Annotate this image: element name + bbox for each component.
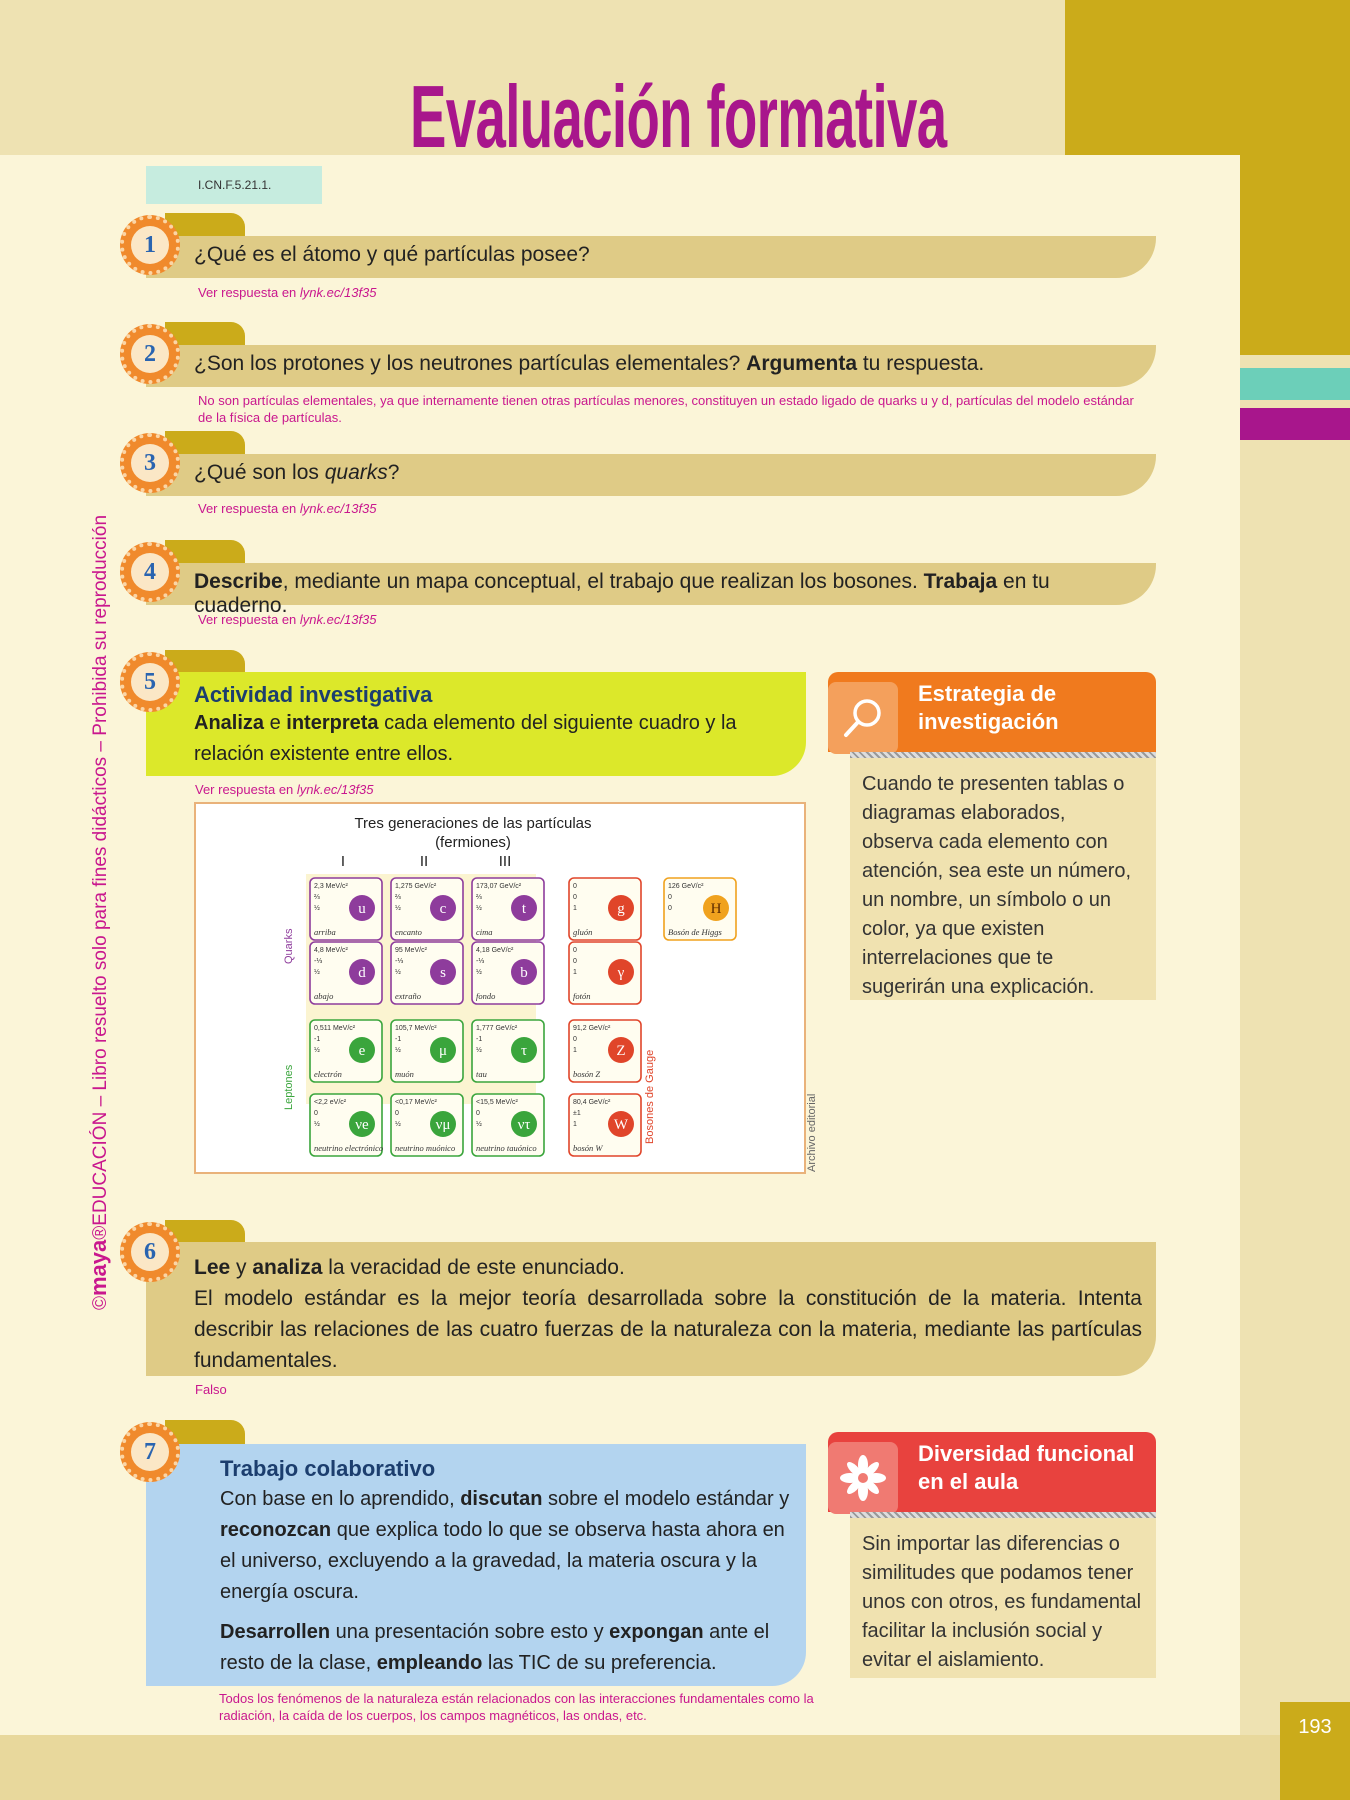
particle-name: abajo <box>314 991 334 1001</box>
particle-symbol: Z <box>616 1043 626 1059</box>
particle-spin: ½ <box>395 905 401 912</box>
particle-mass: 126 GeV/c² <box>668 883 704 890</box>
q4-bar: Describe, mediante un mapa conceptual, el trabajo que realizan los bosones. Trabaja en tu cuaderno. <box>146 563 1156 605</box>
q7-box <box>146 1444 806 1686</box>
particle-symbol: τ <box>520 1043 528 1059</box>
q6-answer: Falso <box>195 1382 227 1397</box>
particle-cell <box>391 1094 463 1156</box>
particle-spin: ½ <box>314 1047 320 1054</box>
particle-cell <box>310 942 382 1004</box>
particle-spin: ½ <box>314 1121 320 1128</box>
particle-name: tau <box>476 1069 487 1079</box>
registered-mark: ® <box>90 1225 111 1240</box>
particle-chart <box>196 804 804 1172</box>
q1-bar <box>146 236 1156 278</box>
particle-cell <box>569 1020 641 1082</box>
particle-cell <box>310 1094 383 1156</box>
particle-spin: ½ <box>314 969 320 976</box>
particle-mass: 4,18 GeV/c² <box>476 947 514 954</box>
particle-spin: 1 <box>573 1121 577 1128</box>
q2-number-badge: 2 <box>120 324 180 384</box>
particle-charge: 0 <box>668 894 672 901</box>
edge-strip-teal <box>1240 368 1350 400</box>
q7-title: Trabajo colaborativo <box>220 1456 436 1481</box>
q4-answer-link[interactable]: lynk.ec/13f35 <box>299 612 377 627</box>
particle-spin: ½ <box>395 1121 401 1128</box>
particle-symbol: g <box>617 901 625 917</box>
q6-statement: El modelo estándar es la mejor teoría desarrollada sobre la constitución de la materia. Intenta describir las relaciones de las cuatro fuerzas de la naturaleza con la materia, mediante las partículas fundamentales. <box>194 1287 1142 1372</box>
particle-spin: 1 <box>573 969 577 976</box>
strategy-box <box>850 758 1156 1000</box>
footer-band <box>0 1735 1350 1800</box>
figure-title-line1: Tres generaciones de las partículas <box>354 815 592 832</box>
particle-name: arriba <box>314 927 336 937</box>
particle-charge: 0 <box>395 1110 399 1117</box>
strategy-header <box>828 672 1156 752</box>
particle-cell <box>569 878 641 940</box>
particle-name: neutrino muónico <box>395 1143 456 1153</box>
diversity-title: Diversidad funcional en el aula <box>918 1441 1135 1494</box>
page-title: Evaluación formativa <box>410 67 947 166</box>
particle-symbol: γ <box>617 965 625 981</box>
particle-spin: ½ <box>476 969 482 976</box>
brand-name: maya <box>86 1239 111 1296</box>
q6-instruction: Lee y analiza la veracidad de este enunciado. <box>194 1256 625 1279</box>
q5-answer: Ver respuesta en lynk.ec/13f35 <box>195 782 374 797</box>
particle-mass: 95 MeV/c² <box>395 947 427 954</box>
particle-name: electrón <box>314 1069 342 1079</box>
particle-symbol: t <box>521 901 527 917</box>
q7-answer: Todos los fenómenos de la naturaleza están relacionados con las interacciones fundamentales como la radiación, la caída de los cuerpos, los campos magnéticos, las ondas, etc. <box>219 1691 814 1723</box>
diversity-box <box>850 1518 1156 1678</box>
particle-symbol: e <box>358 1043 366 1059</box>
particle-symbol: W <box>613 1117 629 1133</box>
particle-charge: ⅔ <box>395 894 401 901</box>
particle-name: neutrino tauónico <box>476 1143 537 1153</box>
particle-name: cima <box>476 927 493 937</box>
q5-number-badge: 5 <box>120 652 180 712</box>
figure-title-line2: (fermiones) <box>435 834 511 851</box>
particle-charge: 0 <box>476 1110 480 1117</box>
particle-symbol: s <box>440 965 446 981</box>
q4-answer: Ver respuesta en lynk.ec/13f35 <box>198 612 377 627</box>
particle-spin: 1 <box>573 905 577 912</box>
q7-number-badge: 7 <box>120 1422 180 1482</box>
q3-answer: Ver respuesta en lynk.ec/13f35 <box>198 501 377 516</box>
copyright-vertical <box>86 515 112 1310</box>
particle-mass: 173,07 GeV/c² <box>476 883 522 890</box>
particle-name: bosón Z <box>573 1069 601 1079</box>
q7-paragraph-2: Desarrollen una presentación sobre esto y expongan ante el resto de la clase, empleando las TIC de su preferencia. <box>220 1621 770 1674</box>
particle-name: muón <box>395 1069 414 1079</box>
strategy-title: Estrategia de investigación <box>918 681 1059 734</box>
particle-spin: ½ <box>395 969 401 976</box>
particle-table-figure <box>194 802 806 1174</box>
page-number: 193 <box>1280 1702 1350 1800</box>
figure-credit: Archivo editorial <box>806 1093 818 1172</box>
q2-bar: ¿Son los protones y los neutrones partículas elementales? Argumenta tu respuesta. <box>146 345 1156 387</box>
particle-symbol: H <box>710 901 722 917</box>
particle-symbol: b <box>520 965 528 981</box>
particle-charge: -⅓ <box>314 958 323 965</box>
q3-answer-link[interactable]: lynk.ec/13f35 <box>299 501 377 516</box>
particle-spin: ½ <box>476 905 482 912</box>
particle-spin: 0 <box>668 905 672 912</box>
particle-mass: 91,2 GeV/c² <box>573 1025 611 1032</box>
strategy-body: Cuando te presenten tablas o diagramas elaborados, observa cada elemento con atención, sea este un número, un nombre, un símbolo o un color, ya que existen interrelaciones que te sugerirán una explicación. <box>862 773 1132 998</box>
particle-charge: -⅓ <box>395 958 404 965</box>
particle-mass: <15,5 MeV/c² <box>476 1099 518 1106</box>
q3-bar: ¿Qué son los quarks? <box>146 454 1156 496</box>
particle-mass: <2,2 eV/c² <box>314 1099 347 1106</box>
copyright-text: EDUCACIÓN – Libro resuelto solo para fines didácticos – Prohibida su reproducción <box>90 514 111 1226</box>
generation-label-3: III <box>498 853 512 870</box>
particle-charge: ⅔ <box>476 894 482 901</box>
q1-text: ¿Qué es el átomo y qué partículas posee? <box>194 243 590 266</box>
particle-mass: 105,7 MeV/c² <box>395 1025 437 1032</box>
particle-cell <box>569 1094 641 1156</box>
particle-spin: ½ <box>395 1047 401 1054</box>
particle-charge: 0 <box>573 1036 577 1043</box>
copyright-symbol: © <box>90 1296 111 1310</box>
flower-icon <box>828 1442 898 1514</box>
particle-mass: 0 <box>573 947 577 954</box>
particle-mass: 4,8 MeV/c² <box>314 947 348 954</box>
particle-cell <box>472 1094 544 1156</box>
q6-number-badge: 6 <box>120 1222 180 1282</box>
particle-mass: 80,4 GeV/c² <box>573 1099 611 1106</box>
particle-spin: ½ <box>476 1121 482 1128</box>
indicator-code: I.CN.F.5.21.1. <box>146 166 322 204</box>
particle-cell <box>310 878 382 940</box>
particle-name: fondo <box>476 991 496 1001</box>
particle-cell <box>472 878 544 940</box>
q1-number-badge: 1 <box>120 215 180 275</box>
particle-cell <box>391 1020 463 1082</box>
particle-symbol: ντ <box>517 1117 531 1133</box>
particle-mass: 1,275 GeV/c² <box>395 883 437 890</box>
particle-spin: 1 <box>573 1047 577 1054</box>
particle-spin: ½ <box>476 1047 482 1054</box>
diversity-header <box>828 1432 1156 1512</box>
gauge-bosons-label: Bosones de Gauge <box>644 1049 656 1144</box>
particle-charge: 0 <box>314 1110 318 1117</box>
diversity-body: Sin importar las diferencias o similitudes que podamos tener unos con otros, es fundamental facilitar la inclusión social y evitar el aislamiento. <box>862 1533 1142 1671</box>
leptons-label: Leptones <box>283 1064 295 1110</box>
particle-mass: <0,17 MeV/c² <box>395 1099 437 1106</box>
q1-answer-link[interactable]: lynk.ec/13f35 <box>299 285 377 300</box>
particle-name: Bosón de Higgs <box>668 927 722 937</box>
particle-charge: -1 <box>395 1036 402 1043</box>
q5-activity-title: Actividad investigativa <box>194 682 433 707</box>
q4-number-badge: 4 <box>120 542 180 602</box>
q2-answer: No son partículas elementales, ya que internamente tienen otras partículas menores, constituyen un estado ligado de quarks u y d, partículas del modelo estándar de la física de partículas. <box>198 393 1134 425</box>
edge-strip-gold <box>1240 155 1350 355</box>
q5-activity-box <box>146 672 806 776</box>
q1-answer: Ver respuesta en lynk.ec/13f35 <box>198 285 377 300</box>
particle-charge: ±1 <box>573 1110 581 1117</box>
particle-cell <box>569 942 641 1004</box>
generation-label-2: II <box>419 853 429 870</box>
magnifier-icon <box>828 682 898 754</box>
q6-box <box>146 1242 1156 1376</box>
particle-name: fotón <box>573 991 591 1001</box>
particle-mass: 0 <box>573 883 577 890</box>
particle-charge: 0 <box>573 894 577 901</box>
particle-mass: 0,511 MeV/c² <box>314 1025 356 1032</box>
particle-name: bosón W <box>573 1143 603 1153</box>
particle-cell <box>472 942 544 1004</box>
particle-symbol: c <box>439 901 447 917</box>
particle-charge: -⅓ <box>476 958 485 965</box>
particle-name: neutrino electrónico <box>314 1143 384 1153</box>
particle-cell <box>472 1020 544 1082</box>
particle-charge: 0 <box>573 958 577 965</box>
q3-number-badge: 3 <box>120 433 180 493</box>
q5-text: Analiza e interpreta cada elemento del siguiente cuadro y la relación existente entre ellos. <box>194 712 737 765</box>
particle-spin: ½ <box>314 905 320 912</box>
particle-symbol: u <box>358 901 366 917</box>
corner-band <box>1065 0 1350 155</box>
quarks-label: Quarks <box>283 928 295 964</box>
particle-symbol: μ <box>438 1043 448 1059</box>
particle-name: gluón <box>573 927 593 937</box>
particle-cell <box>391 942 463 1004</box>
particle-charge: ⅔ <box>314 894 320 901</box>
edge-strip-magenta <box>1240 408 1350 440</box>
generation-label-1: I <box>340 853 346 870</box>
particle-charge: -1 <box>476 1036 483 1043</box>
particle-name: extraño <box>395 991 421 1001</box>
q5-answer-link[interactable]: lynk.ec/13f35 <box>296 782 374 797</box>
particle-symbol: d <box>358 965 366 981</box>
particle-symbol: νμ <box>435 1117 451 1133</box>
particle-cell <box>391 878 463 940</box>
particle-charge: -1 <box>314 1036 321 1043</box>
particle-mass: 1,777 GeV/c² <box>476 1025 518 1032</box>
particle-cell <box>664 878 736 940</box>
particle-cell <box>310 1020 382 1082</box>
q7-paragraph-1: Con base en lo aprendido, discutan sobre el modelo estándar y reconozcan que explica todo lo que se observa hasta ahora en el universo, excluyendo a la gravedad, la materia oscura y la energía oscura. <box>220 1488 790 1603</box>
particle-mass: 2,3 MeV/c² <box>314 883 348 890</box>
particle-name: encanto <box>395 927 422 937</box>
particle-symbol: νe <box>355 1117 369 1133</box>
